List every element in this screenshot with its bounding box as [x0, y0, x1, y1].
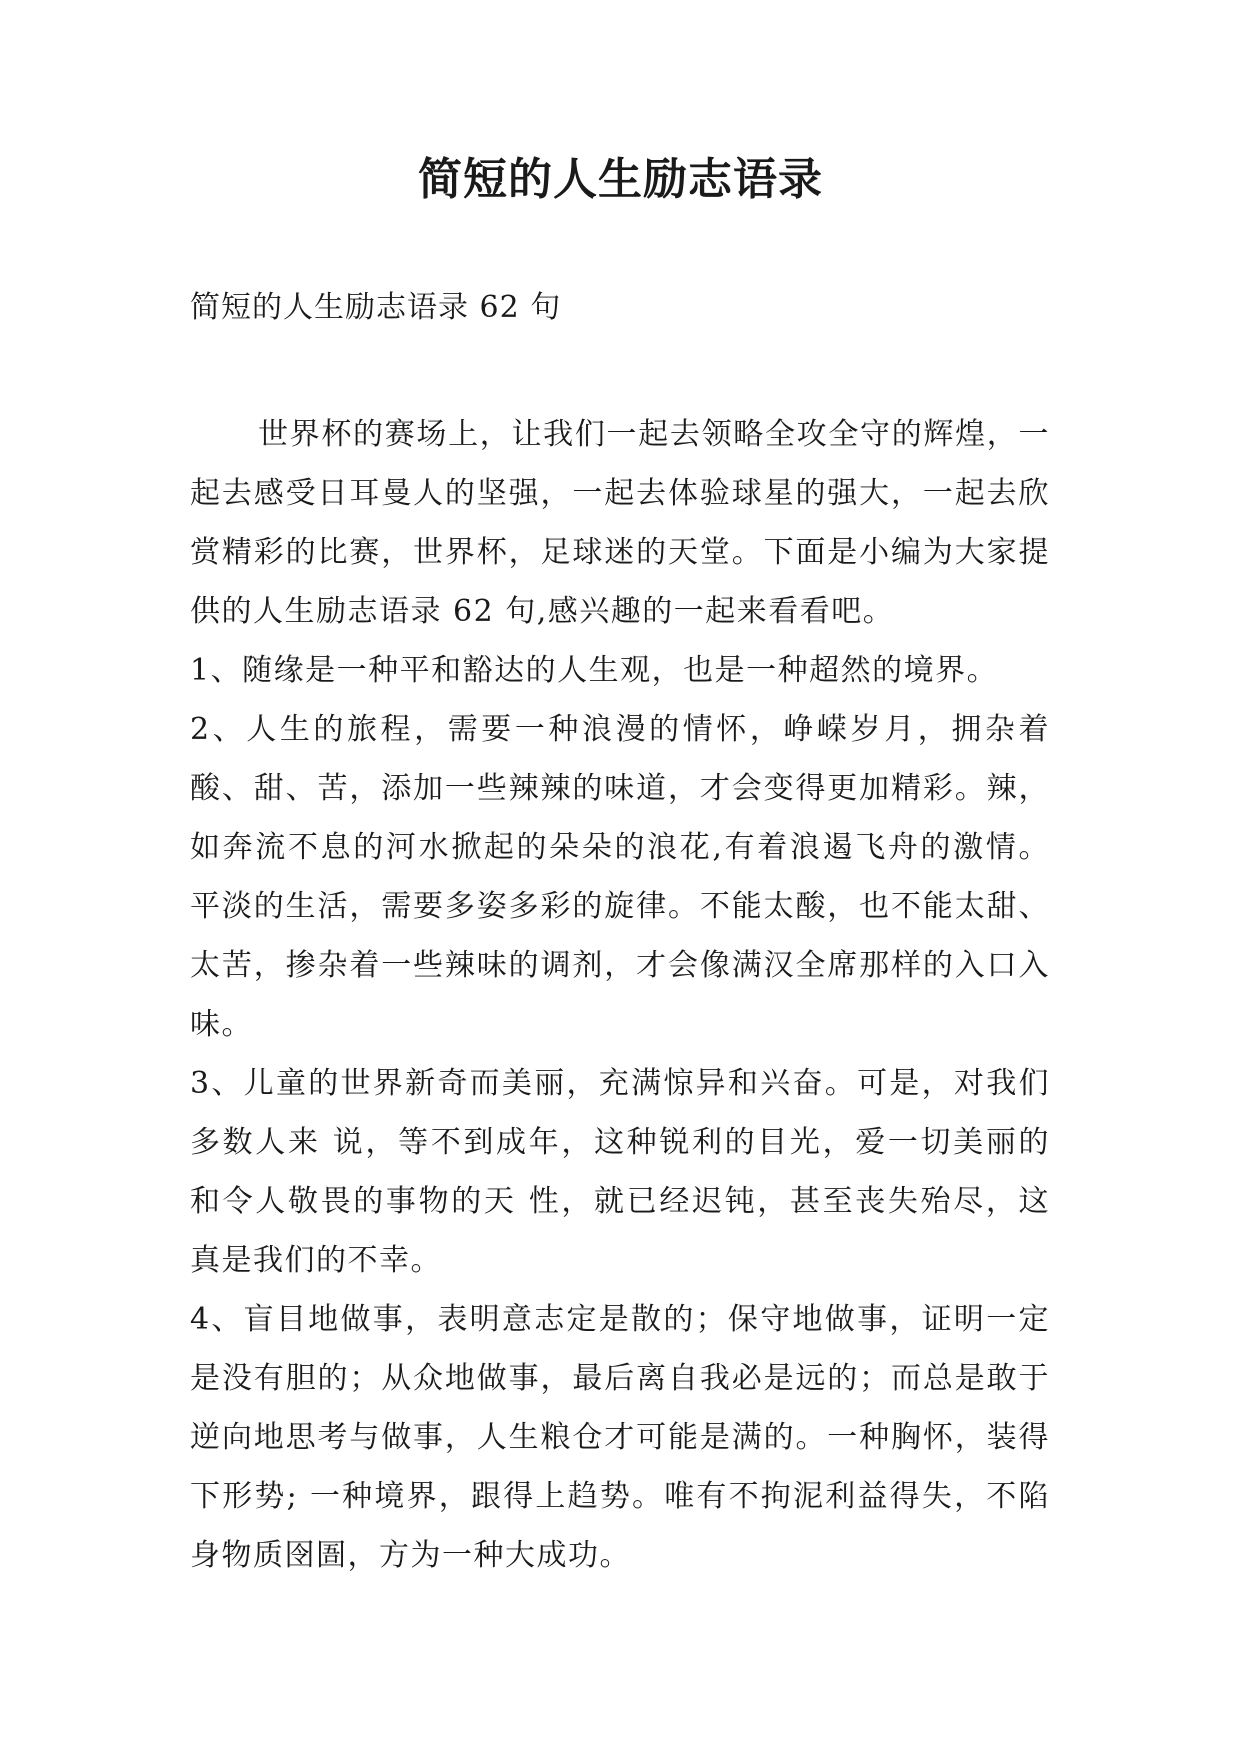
document-body	[190, 405, 1050, 1585]
intro-paragraph: 世界杯的赛场上，让我们一起去领略全攻全守的辉煌，一起去感受日耳曼人的坚强，一起去体验球星的强大，一起去欣赏精彩的比赛，世界杯，足球迷的天堂。下面是小编为大家提供的人生励志语录 62 句,感兴趣的一起来看看吧。	[190, 417, 1050, 629]
quote-item-1: 1、随缘是一种平和豁达的人生观，也是一种超然的境界。	[190, 653, 999, 688]
quote-item-4: 4、盲目地做事，表明意志定是散的；保守地做事，证明一定是没有胆的；从众地做事，最后离自我必是远的；而总是敢于逆向地思考与做事，人生粮仓才可能是满的。一种胸怀，装得下形势; 一种境界，跟得上趋势。唯有不拘泥利益得失，不陷身物质囹圄，方为一种大成功。	[190, 1302, 1050, 1573]
document-subtitle: 简短的人生励志语录 62 句	[190, 290, 562, 325]
quote-item-2: 2、人生的旅程，需要一种浪漫的情怀，峥嵘岁月，拥杂着酸、甜、苦，添加一些辣辣的味道，才会变得更加精彩。辣，如奔流不息的河水掀起的朵朵的浪花,有着浪遏飞舟的激情。平淡的生活，需要多姿多彩的旋律。不能太酸，也不能太甜、太苦，掺杂着一些辣味的调剂，才会像满汉全席那样的入口入味。	[190, 712, 1050, 1042]
document-title: 简短的人生励志语录	[418, 154, 823, 205]
quote-item-3: 3、儿童的世界新奇而美丽，充满惊异和兴奋。可是，对我们多数人来 说，等不到成年，这种锐利的目光，爱一切美丽的和令人敬畏的事物的天 性，就已经迟钝，甚至丧失殆尽，这真是我们的不幸。	[190, 1066, 1050, 1278]
